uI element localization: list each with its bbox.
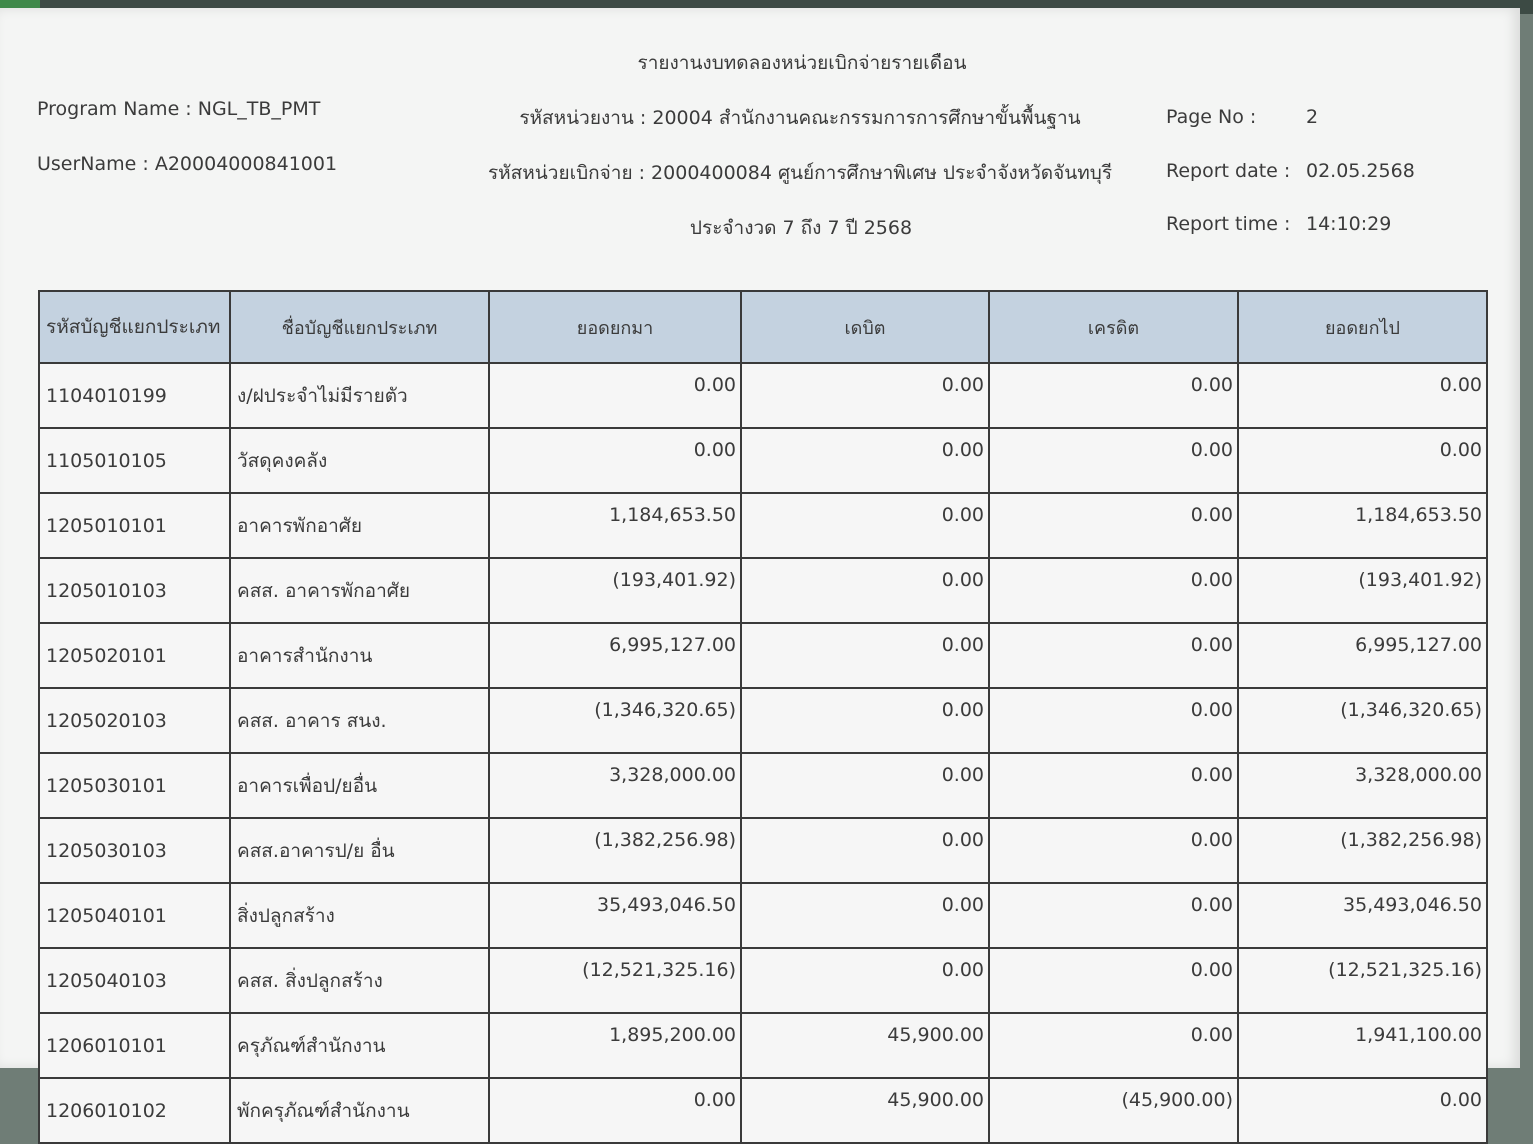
table-row xyxy=(39,688,1487,753)
cell-account-name: คสส. อาคาร สนง. xyxy=(230,688,489,753)
table-row xyxy=(39,753,1487,818)
disbursement-unit-line: รหัสหน่วยเบิกจ่าย : 2000400084 ศูนย์การศึกษาพิเศษ ประจำจังหวัดจันทบุรี xyxy=(487,162,1113,184)
cell-credit: 0.00 xyxy=(989,558,1238,623)
cell-credit: 0.00 xyxy=(989,948,1238,1013)
cell-debit: 0.00 xyxy=(741,883,989,948)
table-row xyxy=(39,818,1487,883)
table-header-row xyxy=(39,291,1487,363)
cell-debit: 0.00 xyxy=(741,493,989,558)
cell-account-name: ง/ฝประจำไม่มีรายตัว xyxy=(230,363,489,428)
cell-credit: 0.00 xyxy=(989,883,1238,948)
trial-balance-table xyxy=(38,290,1488,1144)
cell-brought-forward: 0.00 xyxy=(489,1078,741,1143)
cell-account-code: 1205030103 xyxy=(39,818,230,883)
table-row xyxy=(39,558,1487,623)
cell-carried-forward: 35,493,046.50 xyxy=(1238,883,1487,948)
cell-brought-forward: (1,346,320.65) xyxy=(489,688,741,753)
cell-account-name: คสส. อาคารพักอาศัย xyxy=(230,558,489,623)
table-row xyxy=(39,1078,1487,1143)
table-row xyxy=(39,493,1487,558)
cell-account-code: 1206010101 xyxy=(39,1013,230,1078)
cell-account-name: อาคารสำนักงาน xyxy=(230,623,489,688)
report-time-value: 14:10:29 xyxy=(1306,213,1392,235)
cell-account-code: 1205020103 xyxy=(39,688,230,753)
col-header-debit: เดบิต xyxy=(741,291,989,363)
cell-brought-forward: (193,401.92) xyxy=(489,558,741,623)
cell-account-name: วัสดุคงคลัง xyxy=(230,428,489,493)
cell-debit: 0.00 xyxy=(741,818,989,883)
cell-credit: 0.00 xyxy=(989,493,1238,558)
cell-brought-forward: (12,521,325.16) xyxy=(489,948,741,1013)
cell-credit: 0.00 xyxy=(989,428,1238,493)
cell-credit: 0.00 xyxy=(989,688,1238,753)
report-time-label: Report time : xyxy=(1166,213,1291,235)
col-header-carried-forward: ยอดยกไป xyxy=(1238,291,1487,363)
cell-debit: 0.00 xyxy=(741,558,989,623)
col-header-account-name: ชื่อบัญชีแยกประเภท xyxy=(230,291,489,363)
period-line: ประจำงวด 7 ถึง 7 ปี 2568 xyxy=(689,217,913,239)
cell-account-name: ครุภัณฑ์สำนักงาน xyxy=(230,1013,489,1078)
cell-account-code: 1104010199 xyxy=(39,363,230,428)
table-row xyxy=(39,623,1487,688)
report-date-value: 02.05.2568 xyxy=(1306,160,1415,182)
cell-debit: 45,900.00 xyxy=(741,1078,989,1143)
cell-account-name: สิ่งปลูกสร้าง xyxy=(230,883,489,948)
table-row xyxy=(39,1013,1487,1078)
cell-credit: 0.00 xyxy=(989,363,1238,428)
table-row xyxy=(39,948,1487,1013)
cell-carried-forward: 0.00 xyxy=(1238,1078,1487,1143)
cell-account-name: อาคารพักอาศัย xyxy=(230,493,489,558)
col-header-brought-forward: ยอดยกมา xyxy=(489,291,741,363)
cell-carried-forward: 0.00 xyxy=(1238,363,1487,428)
cell-credit: 0.00 xyxy=(989,623,1238,688)
cell-carried-forward: 6,995,127.00 xyxy=(1238,623,1487,688)
cell-account-code: 1205030101 xyxy=(39,753,230,818)
cell-carried-forward: 0.00 xyxy=(1238,428,1487,493)
cell-brought-forward: (1,382,256.98) xyxy=(489,818,741,883)
table-body xyxy=(39,363,1487,1143)
program-name: Program Name : NGL_TB_PMT xyxy=(37,98,321,120)
page-no-value: 2 xyxy=(1306,106,1319,128)
cell-debit: 0.00 xyxy=(741,363,989,428)
cell-carried-forward: 3,328,000.00 xyxy=(1238,753,1487,818)
col-header-credit: เครดิต xyxy=(989,291,1238,363)
report-title: รายงานงบทดลองหน่วยเบิกจ่ายรายเดือน xyxy=(637,52,967,74)
cell-account-code: 1205010103 xyxy=(39,558,230,623)
cell-brought-forward: 0.00 xyxy=(489,428,741,493)
cell-debit: 0.00 xyxy=(741,948,989,1013)
cell-credit: 0.00 xyxy=(989,753,1238,818)
username: UserName : A20004000841001 xyxy=(37,153,338,175)
cell-carried-forward: (1,346,320.65) xyxy=(1238,688,1487,753)
cell-brought-forward: 0.00 xyxy=(489,363,741,428)
agency-line: รหัสหน่วยงาน : 20004 สำนักงานคณะกรรมการการศึกษาขั้นพื้นฐาน xyxy=(519,107,1081,129)
cell-carried-forward: 1,184,653.50 xyxy=(1238,493,1487,558)
cell-debit: 0.00 xyxy=(741,688,989,753)
cell-carried-forward: (193,401.92) xyxy=(1238,558,1487,623)
cell-account-code: 1206010102 xyxy=(39,1078,230,1143)
cell-account-code: 1105010105 xyxy=(39,428,230,493)
cell-brought-forward: 1,895,200.00 xyxy=(489,1013,741,1078)
table-row xyxy=(39,363,1487,428)
cell-debit: 0.00 xyxy=(741,753,989,818)
cell-account-name: อาคารเพื่อป/ยอื่น xyxy=(230,753,489,818)
cell-account-code: 1205040103 xyxy=(39,948,230,1013)
table-row xyxy=(39,428,1487,493)
cell-debit: 0.00 xyxy=(741,428,989,493)
report-date-label: Report date : xyxy=(1166,160,1291,182)
col-header-account-code: รหัสบัญชีแยกประเภท xyxy=(39,291,230,363)
cell-credit: (45,900.00) xyxy=(989,1078,1238,1143)
cell-account-name: คสส.อาคารป/ย อื่น xyxy=(230,818,489,883)
cell-carried-forward: 1,941,100.00 xyxy=(1238,1013,1487,1078)
cell-brought-forward: 3,328,000.00 xyxy=(489,753,741,818)
cell-debit: 0.00 xyxy=(741,623,989,688)
cell-carried-forward: (1,382,256.98) xyxy=(1238,818,1487,883)
cell-account-code: 1205040101 xyxy=(39,883,230,948)
cell-account-name: คสส. สิ่งปลูกสร้าง xyxy=(230,948,489,1013)
cell-account-name: พักครุภัณฑ์สำนักงาน xyxy=(230,1078,489,1143)
cell-brought-forward: 6,995,127.00 xyxy=(489,623,741,688)
cell-credit: 0.00 xyxy=(989,1013,1238,1078)
cell-account-code: 1205020101 xyxy=(39,623,230,688)
cell-brought-forward: 35,493,046.50 xyxy=(489,883,741,948)
page-no-label: Page No : xyxy=(1166,106,1257,128)
cell-credit: 0.00 xyxy=(989,818,1238,883)
cell-carried-forward: (12,521,325.16) xyxy=(1238,948,1487,1013)
cell-brought-forward: 1,184,653.50 xyxy=(489,493,741,558)
cell-account-code: 1205010101 xyxy=(39,493,230,558)
table-row xyxy=(39,883,1487,948)
cell-debit: 45,900.00 xyxy=(741,1013,989,1078)
